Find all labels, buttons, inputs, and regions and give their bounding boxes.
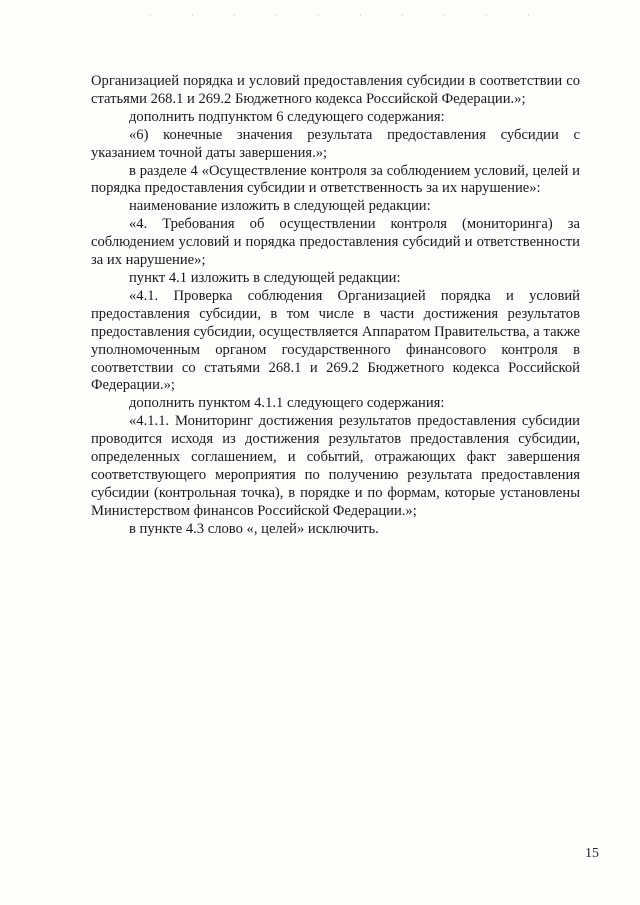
paragraph: наименование изложить в следующей редакции: [129, 198, 431, 215]
paragraph: Организацией порядка и условий предоставления субсидии в соответствии со статьями 268.1 и 269.2 Бюджетного кодекса Российской Федерации.»; [91, 73, 580, 107]
document-body [91, 73, 580, 539]
paragraph: в пункте 4.3 слово «, целей» исключить. [129, 520, 379, 537]
scan-artifact [150, 14, 550, 16]
paragraph: «6) конечные значения результата предоставления субсидии с указанием точной даты завершения.»; [91, 126, 580, 161]
paragraph: в разделе 4 «Осуществление контроля за соблюдением условий, целей и порядка предоставления субсидии и ответственность за их нарушение»: [91, 162, 580, 197]
page-number: 15 [585, 846, 599, 861]
paragraph: дополнить подпунктом 6 следующего содержания: [129, 108, 445, 125]
paragraph: «4.1.1. Мониторинг достижения результатов предоставления субсидии проводится исходя из достижения результатов предоставления субсидии, определенных соглашением, и событий, отражающих факт завершения соответствующего мероприятия по получению результата предоставления субсидии (контрольная точка), в порядке и по формам, которые установлены Министерством финансов Российской Федерации.»; [91, 413, 580, 519]
paragraph: пункт 4.1 изложить в следующей редакции: [129, 269, 401, 286]
paragraph: дополнить пунктом 4.1.1 следующего содержания: [129, 395, 445, 412]
paragraph: «4. Требования об осуществлении контроля (мониторинга) за соблюдением условий и порядка предоставления субсидий и ответственности за их нарушение»; [91, 216, 580, 269]
paragraph: «4.1. Проверка соблюдения Организацией порядка и условий предоставления субсидии, в том числе в части достижения результатов предоставления субсидии, осуществляется Аппаратом Правительства, а также уполномоченным органом государственного финансового контроля в соответствии со статьями 268.1 и 269.2 Бюджетного кодекса Российской Федерации.»; [91, 287, 580, 394]
